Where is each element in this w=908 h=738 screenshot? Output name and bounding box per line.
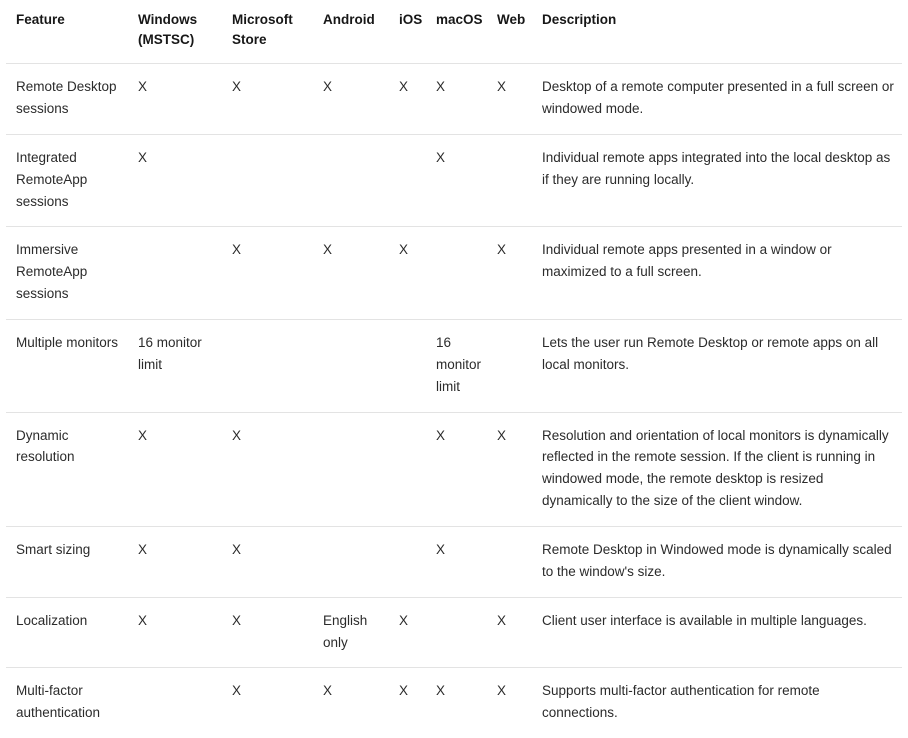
cell-ios: X [397,227,434,320]
cell-description: Supports multi-factor authentication for remote connections. [542,683,820,721]
cell-web: X [495,597,540,668]
cell-ios [397,412,434,526]
cell-windows: X [136,64,230,135]
cell-macos: X [436,683,446,699]
cell-android: English only [321,597,397,668]
cell-android [321,320,397,413]
cell-description: Lets the user run Remote Desktop or remote apps on all local monitors. [540,320,902,413]
column-header-android: Android [321,0,397,64]
cell-macos: X [434,64,495,135]
cell-ios [397,527,434,598]
table-row [6,527,902,598]
cell-description: Remote Desktop in Windowed mode is dynamically scaled to the window's size. [540,527,902,598]
column-header-web: Web [495,0,540,64]
cell-android: X [321,64,397,135]
cell-android: X [323,683,333,699]
cell-windows: X [136,597,230,668]
cell-web: X [495,412,540,526]
cell-macos: X [434,412,495,526]
cell-web [495,320,540,413]
cell-description: Individual remote apps presented in a window or maximized to a full screen. [540,227,902,320]
cell-windows: X [136,134,230,227]
cell-description: Individual remote apps integrated into the local desktop as if they are running locally. [540,134,902,227]
column-header-macos: macOS [434,0,495,64]
cell-windows: X [136,527,230,598]
cell-store: X [230,227,321,320]
table-row [6,227,902,320]
cell-store: X [230,527,321,598]
cell-feature: Localization [6,597,136,668]
cell-macos: 16 monitor limit [434,320,495,413]
cell-feature: Multi-factor authentication [16,683,101,721]
cell-web: X [497,683,507,699]
column-header-windows-mstsc: Windows (MSTSC) [136,0,230,64]
table-row [6,412,902,526]
cell-ios: X [399,683,409,699]
table-header-row [6,0,902,64]
cell-store [230,134,321,227]
cell-store: X [230,64,321,135]
cell-windows: 16 monitor limit [136,320,230,413]
cell-feature: Remote Desktop sessions [6,64,136,135]
cell-macos [434,597,495,668]
cell-store: X [230,412,321,526]
cell-feature: Dynamic resolution [6,412,136,526]
table-row [6,134,902,227]
cell-android: X [321,227,397,320]
cell-windows: X [136,412,230,526]
cell-feature: Smart sizing [6,527,136,598]
cell-android [321,412,397,526]
cell-description: Client user interface is available in multiple languages. [540,597,902,668]
cell-ios: X [397,597,434,668]
cell-store: X [230,597,321,668]
cell-feature: Immersive RemoteApp sessions [6,227,136,320]
table-row [6,668,902,738]
table-row [6,64,902,135]
cell-web [495,527,540,598]
cell-feature: Multiple monitors [6,320,136,413]
column-header-ios: iOS [397,0,434,64]
feature-comparison-table [6,0,902,738]
cell-ios: X [397,64,434,135]
column-header-feature: Feature [6,0,136,64]
column-header-description: Description [540,0,902,64]
table-row [6,597,902,668]
cell-ios [397,320,434,413]
table-body [6,64,902,738]
table-row [6,320,902,413]
cell-store [230,320,321,413]
cell-description: Desktop of a remote computer presented in a full screen or windowed mode. [540,64,902,135]
cell-ios [397,134,434,227]
table-header [6,0,902,64]
cell-macos: X [434,527,495,598]
cell-web: X [495,64,540,135]
cell-feature: Integrated RemoteApp sessions [6,134,136,227]
column-header-microsoft-store: Microsoft Store [230,0,321,64]
cell-windows [136,227,230,320]
cell-android [321,134,397,227]
cell-web [495,134,540,227]
cell-windows [136,668,230,738]
cell-macos: X [434,134,495,227]
cell-android [321,527,397,598]
cell-store: X [232,683,242,699]
cell-description: Resolution and orientation of local monitors is dynamically reflected in the remote session. If the client is running in windowed mode, the remote desktop is resized dynamically to the size of the client window. [540,412,902,526]
cell-web: X [495,227,540,320]
cell-macos [434,227,495,320]
